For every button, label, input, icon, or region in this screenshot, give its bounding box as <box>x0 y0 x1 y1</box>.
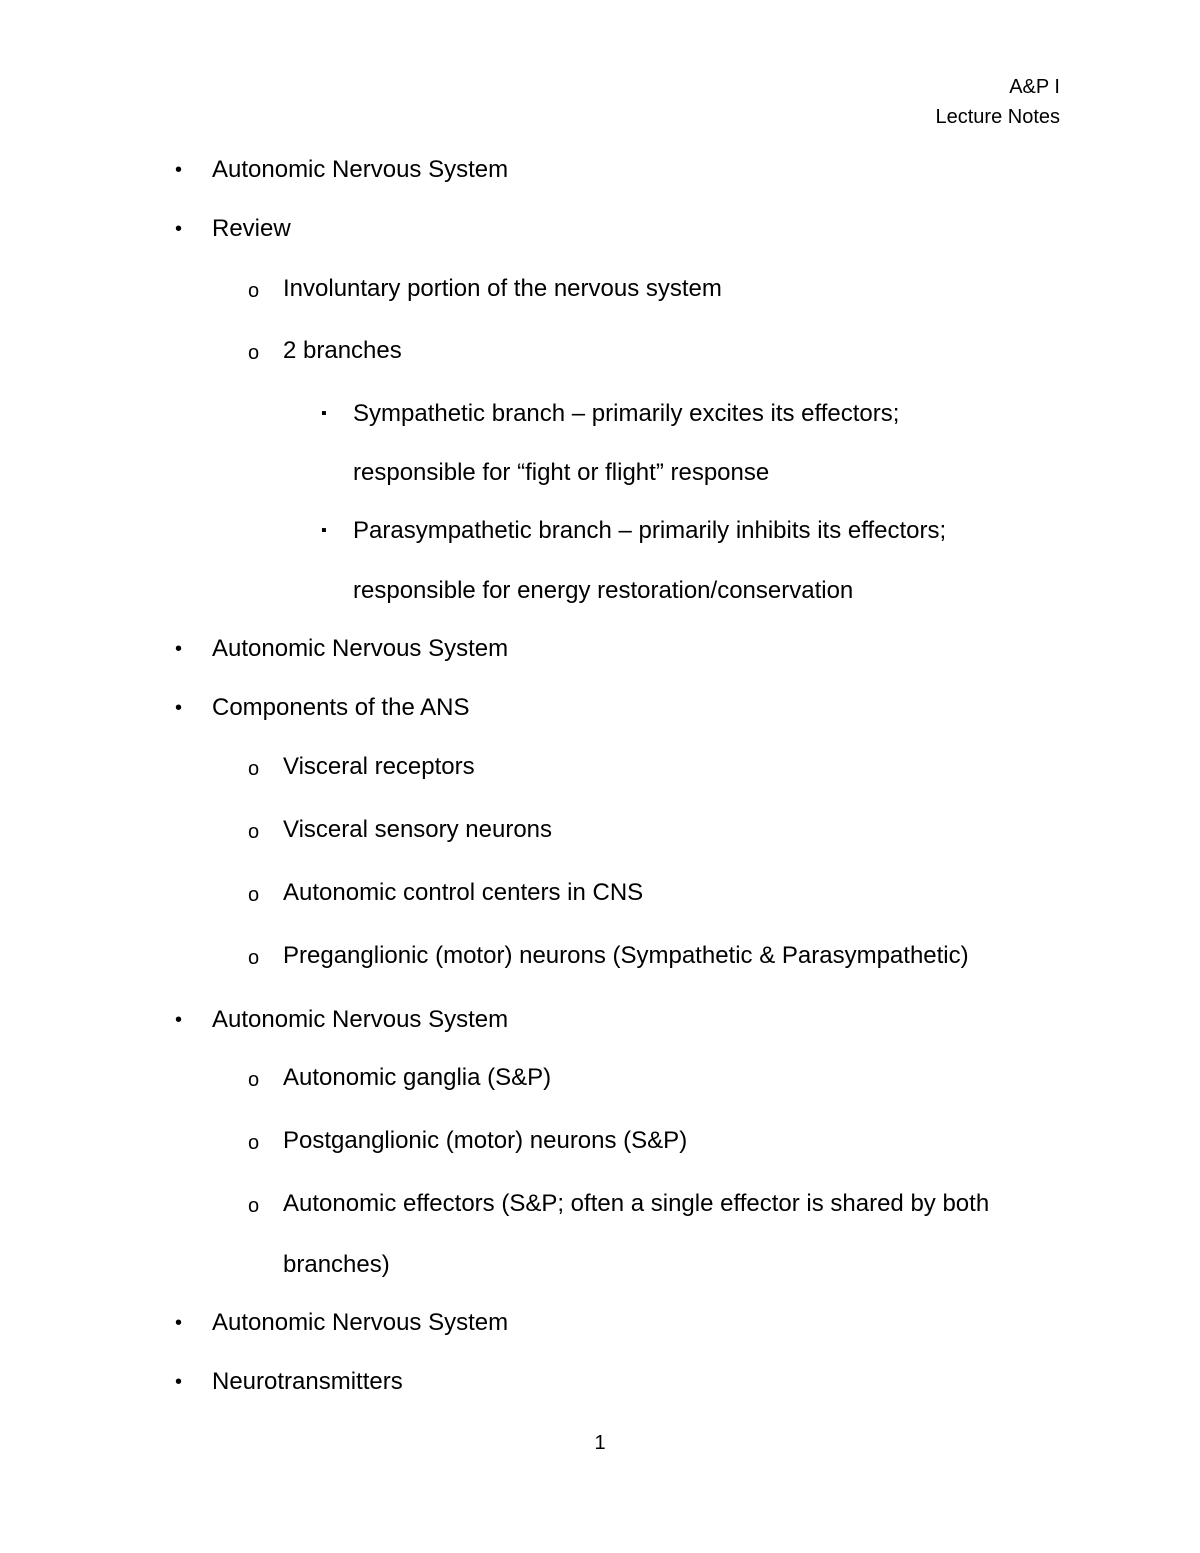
bullet-icon: • <box>175 1312 183 1334</box>
list-item <box>175 214 291 244</box>
list-item <box>248 941 969 971</box>
list-item <box>175 1367 403 1397</box>
bullet-icon: • <box>175 1009 183 1031</box>
circle-bullet-icon: o <box>248 884 260 906</box>
bullet-icon: • <box>175 218 183 240</box>
list-item-text: Autonomic Nervous System <box>212 1309 509 1336</box>
square-bullet-icon: ▪ <box>321 522 327 539</box>
list-item <box>175 693 470 723</box>
list-item <box>248 1063 552 1093</box>
list-item-text: Preganglionic (motor) neurons (Sympathetic & Parasympathetic) <box>283 942 969 969</box>
circle-bullet-icon: o <box>248 947 260 969</box>
header-subtitle: Lecture Notes <box>935 106 1060 128</box>
list-item <box>248 815 553 845</box>
list-item-text: Autonomic Nervous System <box>212 635 509 662</box>
list-item <box>248 878 644 908</box>
list-item-text: Parasympathetic branch – primarily inhibits its effectors; <box>353 517 947 544</box>
list-item <box>248 752 475 782</box>
list-item-text: Visceral receptors <box>283 753 475 780</box>
circle-bullet-icon: o <box>248 1069 260 1091</box>
list-item-text: Components of the ANS <box>212 694 470 721</box>
list-item <box>248 1126 688 1156</box>
list-item-text: Review <box>212 215 291 242</box>
list-item-text: Autonomic ganglia (S&P) <box>283 1064 552 1091</box>
list-item <box>175 155 509 185</box>
page-number: 1 <box>594 1432 606 1454</box>
square-bullet-icon: ▪ <box>321 405 327 422</box>
circle-bullet-icon: o <box>248 342 260 364</box>
list-item-text: Sympathetic branch – primarily excites its effectors; <box>353 400 900 427</box>
list-item-text: responsible for “fight or flight” response <box>353 459 770 486</box>
list-item <box>175 1005 509 1035</box>
circle-bullet-icon: o <box>248 1132 260 1154</box>
list-item-text: 2 branches <box>283 337 402 364</box>
list-item-text: Autonomic control centers in CNS <box>283 879 644 906</box>
bullet-icon: • <box>175 159 183 181</box>
list-item <box>321 516 947 546</box>
circle-bullet-icon: o <box>248 1195 260 1217</box>
list-item <box>248 336 402 366</box>
circle-bullet-icon: o <box>248 821 260 843</box>
list-item-text: Neurotransmitters <box>212 1368 403 1395</box>
list-item-text: responsible for energy restoration/conservation <box>353 577 854 604</box>
list-item <box>175 1308 509 1338</box>
list-item-text: Autonomic Nervous System <box>212 156 509 183</box>
header-course: A&P I <box>1009 76 1060 98</box>
list-item-text: Postganglionic (motor) neurons (S&P) <box>283 1127 688 1154</box>
list-item-continuation <box>353 458 769 488</box>
list-item <box>248 1189 990 1219</box>
list-item-continuation <box>283 1250 390 1280</box>
circle-bullet-icon: o <box>248 758 260 780</box>
list-item-text: Autonomic Nervous System <box>212 1006 509 1033</box>
circle-bullet-icon: o <box>248 280 260 302</box>
list-item-text: branches) <box>283 1251 390 1278</box>
bullet-icon: • <box>175 1371 183 1393</box>
list-item-continuation <box>353 576 853 606</box>
bullet-icon: • <box>175 697 183 719</box>
list-item-text: Autonomic effectors (S&P; often a single effector is shared by both <box>283 1190 990 1217</box>
page-header <box>935 72 1060 132</box>
bullet-icon: • <box>175 638 183 660</box>
list-item <box>248 274 722 304</box>
list-item-text: Visceral sensory neurons <box>283 816 553 843</box>
list-item <box>175 634 509 664</box>
list-item-text: Involuntary portion of the nervous system <box>283 275 722 302</box>
list-item <box>321 399 900 429</box>
